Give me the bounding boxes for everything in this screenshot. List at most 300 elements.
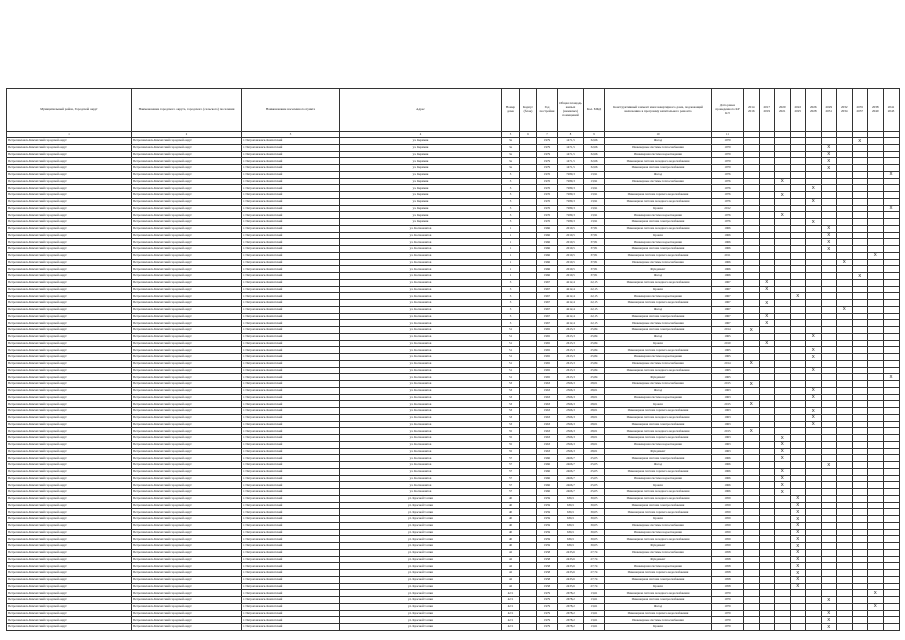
area-cell: 636,5 [558, 509, 584, 516]
period-cell [759, 401, 775, 408]
address-cell: ул. Красной Сопки [340, 529, 502, 536]
building-block-cell [520, 192, 537, 199]
build-year-cell: 1966 [537, 259, 558, 266]
period-cell [759, 536, 775, 543]
table-row [7, 489, 900, 496]
period-cell [852, 401, 868, 408]
period-cell [868, 489, 884, 496]
period-cell [806, 327, 822, 334]
period-cell [806, 192, 822, 199]
period-cell [775, 360, 791, 367]
last-repair-date-cell: 1958 [712, 563, 744, 570]
address-cell: ул. Красной Сопки [340, 610, 502, 617]
period-cell [883, 225, 899, 232]
period-cell [744, 198, 760, 205]
area-cell: 2010,5 [558, 259, 584, 266]
last-repair-date-cell: 1979 [712, 617, 744, 624]
building-block-cell [520, 144, 537, 151]
area-cell: 2010,5 [558, 239, 584, 246]
build-year-cell: 1976 [537, 185, 558, 192]
period-cell [883, 306, 899, 313]
structural-element-cell: Фасад [605, 462, 712, 469]
table-row [7, 428, 900, 435]
table-row [7, 232, 900, 239]
period-cell [883, 300, 899, 307]
period-cell [821, 509, 837, 516]
period-cell [852, 414, 868, 421]
period-cell [759, 185, 775, 192]
last-repair-date-cell: 1959 [712, 543, 744, 550]
house-number-cell: 3 [502, 178, 520, 185]
count-cell: 13,91 [584, 205, 605, 212]
district-cell: Петропавловск-Камчатский городской округ [7, 556, 132, 563]
address-cell: ул. Керамик [340, 192, 502, 199]
building-block-cell [520, 259, 537, 266]
period-cell [883, 468, 899, 475]
capital-repair-table [6, 88, 900, 631]
last-repair-date-cell: 1967 [712, 286, 744, 293]
area-cell: 7289,3 [558, 171, 584, 178]
period-cell [868, 347, 884, 354]
period-cell [744, 158, 760, 165]
period-cell [744, 516, 760, 523]
period-cell [868, 414, 884, 421]
period-cell: X [775, 448, 791, 455]
structural-element-cell: Инженерные системы теплоснабжения [605, 522, 712, 529]
period-cell [837, 455, 853, 462]
address-cell: ул. Красной Сопки [340, 583, 502, 590]
period-cell [837, 192, 853, 199]
period-cell [852, 212, 868, 219]
column-number: 10 [605, 132, 712, 138]
settlement-cell: Петропавловск-Камчатский городской округ [132, 529, 242, 536]
period-cell [744, 347, 760, 354]
area-cell: 636,5 [558, 522, 584, 529]
period-cell: X [821, 624, 837, 631]
period-cell [868, 151, 884, 158]
period-cell [744, 320, 760, 327]
table-row [7, 246, 900, 253]
area-cell: 2010,5 [558, 232, 584, 239]
building-block-cell [520, 381, 537, 388]
build-year-cell: 1965 [537, 374, 558, 381]
period-cell [883, 239, 899, 246]
period-cell [852, 171, 868, 178]
build-year-cell: 1959 [537, 543, 558, 550]
period-cell: X [806, 198, 822, 205]
area-cell: 2613,3 [558, 374, 584, 381]
last-repair-date-cell: 1966 [712, 246, 744, 253]
period-cell [775, 414, 791, 421]
building-block-cell [520, 394, 537, 401]
building-block-cell [520, 327, 537, 334]
period-cell [868, 610, 884, 617]
period-cell: X [790, 509, 806, 516]
period-cell [806, 225, 822, 232]
table-row [7, 212, 900, 219]
address-cell: ул. Красной Сопки [340, 624, 502, 631]
period-cell [759, 509, 775, 516]
area-cell: 1471,5 [558, 165, 584, 172]
period-cell [868, 266, 884, 273]
district-cell: Петропавловск-Камчатский городской округ [7, 529, 132, 536]
column-header: Адрес [340, 89, 502, 132]
period-cell [883, 252, 899, 259]
structural-element-cell: Инженерная система водоотведения [605, 354, 712, 361]
last-repair-date-cell: 1959 [712, 536, 744, 543]
district-cell: Петропавловск-Камчатский городской округ [7, 333, 132, 340]
period-cell: X [821, 239, 837, 246]
period-cell [837, 401, 853, 408]
period-cell [852, 333, 868, 340]
locality-cell: г. Петропавловск-Камчатский [242, 414, 340, 421]
period-cell [759, 468, 775, 475]
period-cell [806, 590, 822, 597]
column-header: 2041 2043 [883, 89, 899, 132]
settlement-cell: Петропавловск-Камчатский городской округ [132, 462, 242, 469]
period-cell: X [790, 543, 806, 550]
period-cell [837, 468, 853, 475]
period-cell [744, 212, 760, 219]
period-cell [775, 354, 791, 361]
period-cell [883, 219, 899, 226]
build-year-cell: 1979 [537, 603, 558, 610]
area-cell: 2466,7 [558, 462, 584, 469]
period-cell [744, 556, 760, 563]
area-cell: 2678,2 [558, 624, 584, 631]
period-cell [806, 144, 822, 151]
building-block-cell [520, 401, 537, 408]
district-cell: Петропавловск-Камчатский городской округ [7, 367, 132, 374]
period-cell: X [821, 462, 837, 469]
period-cell [837, 529, 853, 536]
period-cell [744, 252, 760, 259]
period-cell [868, 428, 884, 435]
period-cell [883, 455, 899, 462]
column-header: 2022 2025 [790, 89, 806, 132]
district-cell: Петропавловск-Камчатский городской округ [7, 205, 132, 212]
area-cell: 2613,3 [558, 327, 584, 334]
period-cell: X [744, 381, 760, 388]
table-row [7, 563, 900, 570]
period-cell [852, 239, 868, 246]
building-block-cell [520, 246, 537, 253]
period-cell [883, 144, 899, 151]
building-block-cell [520, 171, 537, 178]
period-cell [868, 178, 884, 185]
period-cell [790, 178, 806, 185]
building-block-cell [520, 286, 537, 293]
period-cell [852, 543, 868, 550]
district-cell: Петропавловск-Камчатский городской округ [7, 468, 132, 475]
table-body [7, 138, 900, 631]
period-cell [821, 178, 837, 185]
count-cell: 32,66 [584, 144, 605, 151]
period-cell [806, 239, 822, 246]
period-cell [759, 165, 775, 172]
period-cell [759, 151, 775, 158]
address-cell: ул. Космонавтов [340, 408, 502, 415]
period-cell [821, 421, 837, 428]
build-year-cell: 1979 [537, 590, 558, 597]
period-cell [790, 468, 806, 475]
period-cell [868, 225, 884, 232]
building-block-cell [520, 597, 537, 604]
period-cell [852, 522, 868, 529]
table-row [7, 239, 900, 246]
period-cell [790, 489, 806, 496]
period-cell [759, 171, 775, 178]
structural-element-cell: Инженерная система горячего водоснабжения [605, 468, 712, 475]
period-cell [790, 448, 806, 455]
locality-cell: г. Петропавловск-Камчатский [242, 151, 340, 158]
period-cell: X [790, 549, 806, 556]
build-year-cell: 1959 [537, 536, 558, 543]
address-cell: ул. Красной Сопки [340, 570, 502, 577]
period-cell [775, 509, 791, 516]
period-cell [852, 509, 868, 516]
period-cell [821, 394, 837, 401]
period-cell [775, 516, 791, 523]
build-year-cell: 1963 [537, 401, 558, 408]
last-repair-date-cell: 1976 [712, 192, 744, 199]
address-cell: ул. Космонавтов [340, 462, 502, 469]
period-cell [806, 266, 822, 273]
area-cell: 2678,2 [558, 597, 584, 604]
count-cell: 25,84 [584, 347, 605, 354]
period-cell: X [775, 441, 791, 448]
last-repair-date-cell: 2015 [712, 381, 744, 388]
period-cell [883, 576, 899, 583]
last-repair-date-cell: 1963 [712, 387, 744, 394]
house-number-cell: 3 [502, 192, 520, 199]
locality-cell: г. Петропавловск-Камчатский [242, 165, 340, 172]
period-cell [883, 624, 899, 631]
period-cell [759, 516, 775, 523]
period-cell [837, 428, 853, 435]
house-number-cell: 40 [502, 543, 520, 550]
period-cell [883, 259, 899, 266]
locality-cell: г. Петропавловск-Камчатский [242, 590, 340, 597]
period-cell [775, 232, 791, 239]
period-cell [806, 549, 822, 556]
period-cell [759, 387, 775, 394]
locality-cell: г. Петропавловск-Камчатский [242, 509, 340, 516]
building-block-cell [520, 590, 537, 597]
locality-cell: г. Петропавловск-Камчатский [242, 198, 340, 205]
period-cell [806, 306, 822, 313]
period-cell: X [744, 360, 760, 367]
period-cell [852, 489, 868, 496]
period-cell [790, 286, 806, 293]
building-block-cell [520, 138, 537, 145]
period-cell [852, 232, 868, 239]
locality-cell: г. Петропавловск-Камчатский [242, 401, 340, 408]
column-header: Конструктивный элемент многоквартирного дома, подлежащий включению в программу капитального ремонта [605, 89, 712, 132]
period-cell [759, 462, 775, 469]
period-cell [837, 354, 853, 361]
district-cell: Петропавловск-Камчатский городской округ [7, 266, 132, 273]
period-cell [837, 617, 853, 624]
building-block-cell [520, 624, 537, 631]
house-number-cell: 1 [502, 239, 520, 246]
period-cell [821, 408, 837, 415]
house-number-cell: 3 [502, 286, 520, 293]
period-cell [806, 340, 822, 347]
period-cell [837, 414, 853, 421]
table-row [7, 610, 900, 617]
period-cell [759, 549, 775, 556]
locality-cell: г. Петропавловск-Камчатский [242, 266, 340, 273]
period-cell [837, 381, 853, 388]
count-cell: 25,05 [584, 462, 605, 469]
structural-element-cell: Фасад [605, 333, 712, 340]
period-cell [883, 610, 899, 617]
count-cell: 27,74 [584, 583, 605, 590]
period-cell: X [775, 468, 791, 475]
period-cell [790, 246, 806, 253]
structural-element-cell: Инженерная система водоотведения [605, 394, 712, 401]
house-number-cell: 51 [502, 367, 520, 374]
settlement-cell: Петропавловск-Камчатский городской округ [132, 374, 242, 381]
period-cell [806, 158, 822, 165]
period-cell: X [775, 482, 791, 489]
locality-cell: г. Петропавловск-Камчатский [242, 192, 340, 199]
last-repair-date-cell: 1976 [712, 212, 744, 219]
period-cell [790, 259, 806, 266]
locality-cell: г. Петропавловск-Камчатский [242, 205, 340, 212]
table-row [7, 340, 900, 347]
address-cell: ул. Керамик [340, 144, 502, 151]
period-cell [883, 401, 899, 408]
count-cell: 28,01 [584, 408, 605, 415]
build-year-cell: 1965 [537, 347, 558, 354]
period-cell [759, 347, 775, 354]
address-cell: ул. Космонавтов [340, 360, 502, 367]
period-cell [744, 144, 760, 151]
district-cell: Петропавловск-Камчатский городской округ [7, 408, 132, 415]
period-cell [790, 414, 806, 421]
settlement-cell: Петропавловск-Камчатский городской округ [132, 252, 242, 259]
address-cell: ул. Космонавтов [340, 489, 502, 496]
settlement-cell: Петропавловск-Камчатский городской округ [132, 171, 242, 178]
district-cell: Петропавловск-Камчатский городской округ [7, 286, 132, 293]
build-year-cell: 1976 [537, 178, 558, 185]
period-cell [883, 462, 899, 469]
period-cell [821, 556, 837, 563]
district-cell: Петропавловск-Камчатский городской округ [7, 171, 132, 178]
table-row [7, 354, 900, 361]
build-year-cell: 1967 [537, 279, 558, 286]
building-block-cell [520, 421, 537, 428]
count-cell: 27,74 [584, 556, 605, 563]
district-cell: Петропавловск-Камчатский городской округ [7, 293, 132, 300]
column-header: 2026 2028 [806, 89, 822, 132]
period-cell [852, 617, 868, 624]
settlement-cell: Петропавловск-Камчатский городской округ [132, 259, 242, 266]
build-year-cell: 1966 [537, 468, 558, 475]
last-repair-date-cell: 1958 [712, 549, 744, 556]
period-cell [837, 543, 853, 550]
count-cell: 28,01 [584, 441, 605, 448]
period-cell [759, 583, 775, 590]
locality-cell: г. Петропавловск-Камчатский [242, 522, 340, 529]
building-block-cell [520, 610, 537, 617]
address-cell: ул. Керамик [340, 198, 502, 205]
period-cell [744, 374, 760, 381]
house-number-cell: 42/1 [502, 610, 520, 617]
period-cell [868, 448, 884, 455]
locality-cell: г. Петропавловск-Камчатский [242, 246, 340, 253]
building-block-cell [520, 529, 537, 536]
area-cell: 2010,5 [558, 273, 584, 280]
house-number-cell: 51 [502, 327, 520, 334]
column-number: 3 [242, 132, 340, 138]
period-cell [744, 421, 760, 428]
build-year-cell: 1963 [537, 408, 558, 415]
period-cell [852, 435, 868, 442]
structural-element-cell: Инженерная система горячего водоснабжения [605, 570, 712, 577]
period-cell [744, 489, 760, 496]
district-cell: Петропавловск-Камчатский городской округ [7, 624, 132, 631]
table-row [7, 448, 900, 455]
locality-cell: г. Петропавловск-Камчатский [242, 185, 340, 192]
area-cell: 2613,3 [558, 347, 584, 354]
table-row [7, 462, 900, 469]
address-cell: ул. Космонавтов [340, 441, 502, 448]
build-year-cell: 1979 [537, 617, 558, 624]
period-cell [868, 563, 884, 570]
area-cell: 2433,6 [558, 583, 584, 590]
period-cell [821, 219, 837, 226]
period-cell [759, 266, 775, 273]
settlement-cell: Петропавловск-Камчатский городской округ [132, 219, 242, 226]
house-number-cell: 1 [502, 252, 520, 259]
period-cell [837, 367, 853, 374]
count-cell: 13,61 [584, 610, 605, 617]
last-repair-date-cell: 2015 [712, 401, 744, 408]
locality-cell: г. Петропавловск-Камчатский [242, 300, 340, 307]
period-cell [852, 286, 868, 293]
period-cell [821, 543, 837, 550]
column-header: Наименование населенного пункта [242, 89, 340, 132]
period-cell [868, 185, 884, 192]
period-cell [806, 522, 822, 529]
build-year-cell: 1958 [537, 549, 558, 556]
building-block-cell [520, 198, 537, 205]
settlement-cell: Петропавловск-Камчатский городской округ [132, 475, 242, 482]
structural-element-cell: Кровля [605, 286, 712, 293]
period-cell [790, 603, 806, 610]
period-cell [837, 252, 853, 259]
structural-element-cell: Инженерная система водоотведения [605, 563, 712, 570]
build-year-cell: 1963 [537, 435, 558, 442]
period-cell [868, 320, 884, 327]
period-cell: X [759, 286, 775, 293]
period-cell [759, 360, 775, 367]
period-cell [759, 441, 775, 448]
locality-cell: г. Петропавловск-Камчатский [242, 273, 340, 280]
period-cell: X [775, 435, 791, 442]
build-year-cell: 1963 [537, 394, 558, 401]
period-cell [744, 333, 760, 340]
period-cell [759, 414, 775, 421]
period-cell [821, 475, 837, 482]
district-cell: Петропавловск-Камчатский городской округ [7, 448, 132, 455]
column-header: Корпус (блок) [520, 89, 537, 132]
building-block-cell [520, 536, 537, 543]
period-cell [821, 563, 837, 570]
